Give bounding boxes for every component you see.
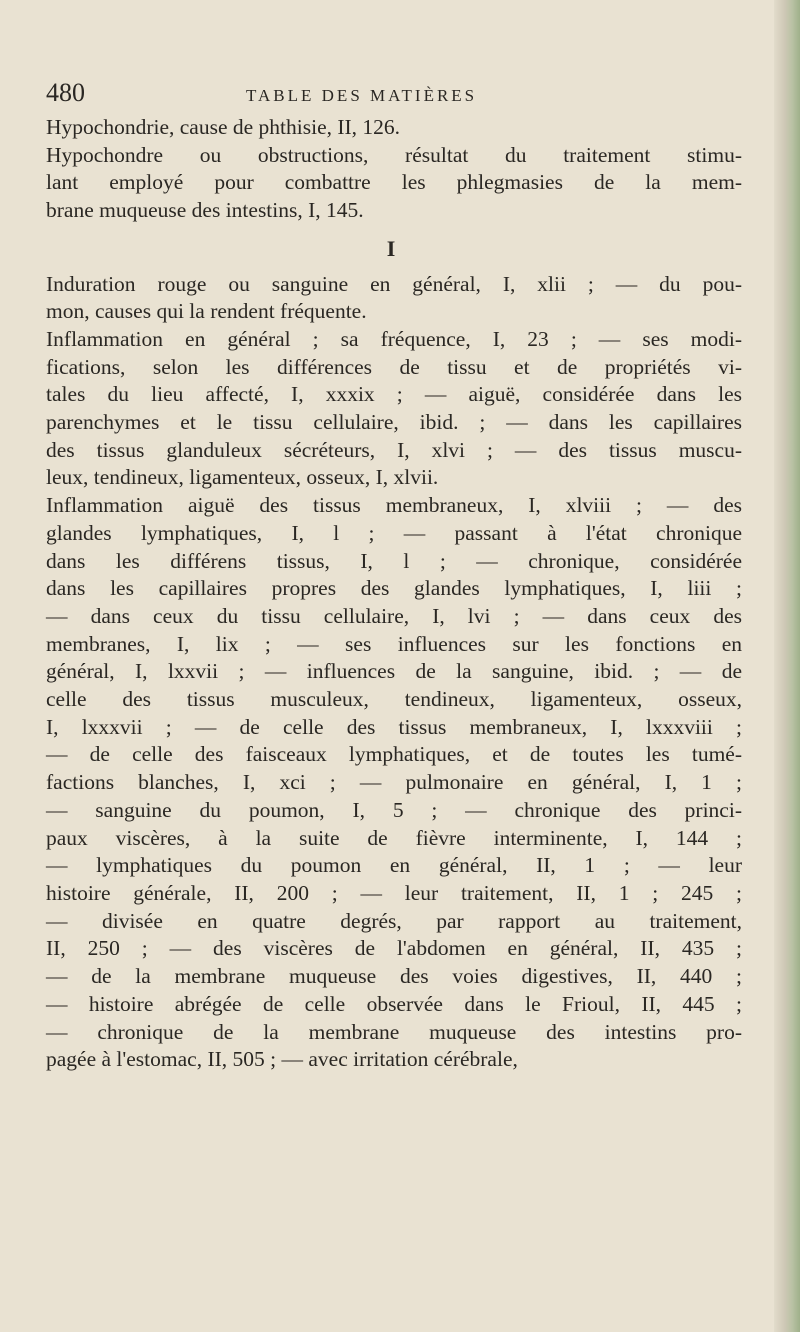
page-edge [774,0,800,1332]
entries-after [46,271,766,1074]
entry-line: Hypochondre ou obstructions, résultat du traitement stimu- [46,142,742,167]
entry-line: — de la membrane muqueuse des voies digestives, II, 440 ; [46,964,742,989]
page-header [46,78,746,118]
index-entry [46,142,766,225]
index-entry [46,114,766,142]
entry-line: dans les différens tissus, I, l ; — chronique, considérée [46,548,742,573]
entry-line: I, lxxxvii ; — de celle des tissus membraneux, I, lxxxviii ; [46,714,742,739]
entry-line: dans les capillaires propres des glandes lymphatiques, I, liii ; [46,576,742,601]
entry-line: fications, selon les différences de tissu et de propriétés vi- [46,354,742,379]
page-number: 480 [46,78,85,107]
entry-line: — dans ceux du tissu cellulaire, I, lvi ; — dans ceux des [46,603,742,628]
entry-line: — de celle des faisceaux lymphatiques, et de toutes les tumé- [46,742,742,767]
entry-line: factions blanches, I, xci ; — pulmonaire en général, I, 1 ; [46,770,742,795]
entry-line: des tissus glanduleux sécréteurs, I, xlvi ; — des tissus muscu- [46,437,742,462]
entry-line: pagée à l'estomac, II, 505 ; — avec irritation cérébrale, [46,1047,518,1072]
section-letter: I [386,235,396,261]
index-entry [46,492,766,1074]
entry-line: — chronique de la membrane muqueuse des intestins pro- [46,1019,742,1044]
entry-line: mon, causes qui la rendent fréquente. [46,299,367,324]
entry-line: leux, tendineux, ligamenteux, osseux, I, xlvii. [46,465,439,490]
entries-before [46,114,766,225]
entry-line: — divisée en quatre degrés, par rapport au traitement, [46,908,742,933]
entry-line: celle des tissus musculeux, tendineux, ligamenteux, osseux, [46,687,742,712]
entry-line: général, I, lxxvii ; — influences de la sanguine, ibid. ; — de [46,659,742,684]
entry-line: paux viscères, à la suite de fièvre interminente, I, 144 ; [46,825,742,850]
entry-line: — lymphatiques du poumon en général, II, 1 ; — leur [46,853,742,878]
entry-line: tales du lieu affecté, I, xxxix ; — aiguë, considérée dans les [46,382,742,407]
entry-line: parenchymes et le tissu cellulaire, ibid. ; — dans les capillaires [46,410,742,435]
entry-line: Inflammation aiguë des tissus membraneux, I, xlviii ; — des [46,493,742,518]
entry-line: lant employé pour combattre les phlegmasies de la mem- [46,170,742,195]
entry-line: Hypochondrie, cause de phthisie, II, 126. [46,115,401,139]
running-title: TABLE DES MATIÈRES [246,86,478,105]
entry-line: — histoire abrégée de celle observée dans le Frioul, II, 445 ; [46,991,742,1016]
index-text [46,114,766,1074]
entry-line: brane muqueuse des intestins, I, 145. [46,198,364,223]
index-entry [46,326,766,492]
entry-line: II, 250 ; — des viscères de l'abdomen en général, II, 435 ; [46,936,742,961]
entry-line: histoire générale, II, 200 ; — leur traitement, II, 1 ; 245 ; [46,880,742,905]
entry-line: membranes, I, lix ; — ses influences sur les fonctions en [46,631,742,656]
entry-line: Induration rouge ou sanguine en général, I, xlii ; — du pou- [46,271,742,296]
entry-line: glandes lymphatiques, I, l ; — passant à l'état chronique [46,520,742,545]
entry-line: — sanguine du poumon, I, 5 ; — chronique des princi- [46,797,742,822]
index-entry [46,271,766,326]
entry-line: Inflammation en général ; sa fréquence, I, 23 ; — ses modi- [46,326,742,351]
